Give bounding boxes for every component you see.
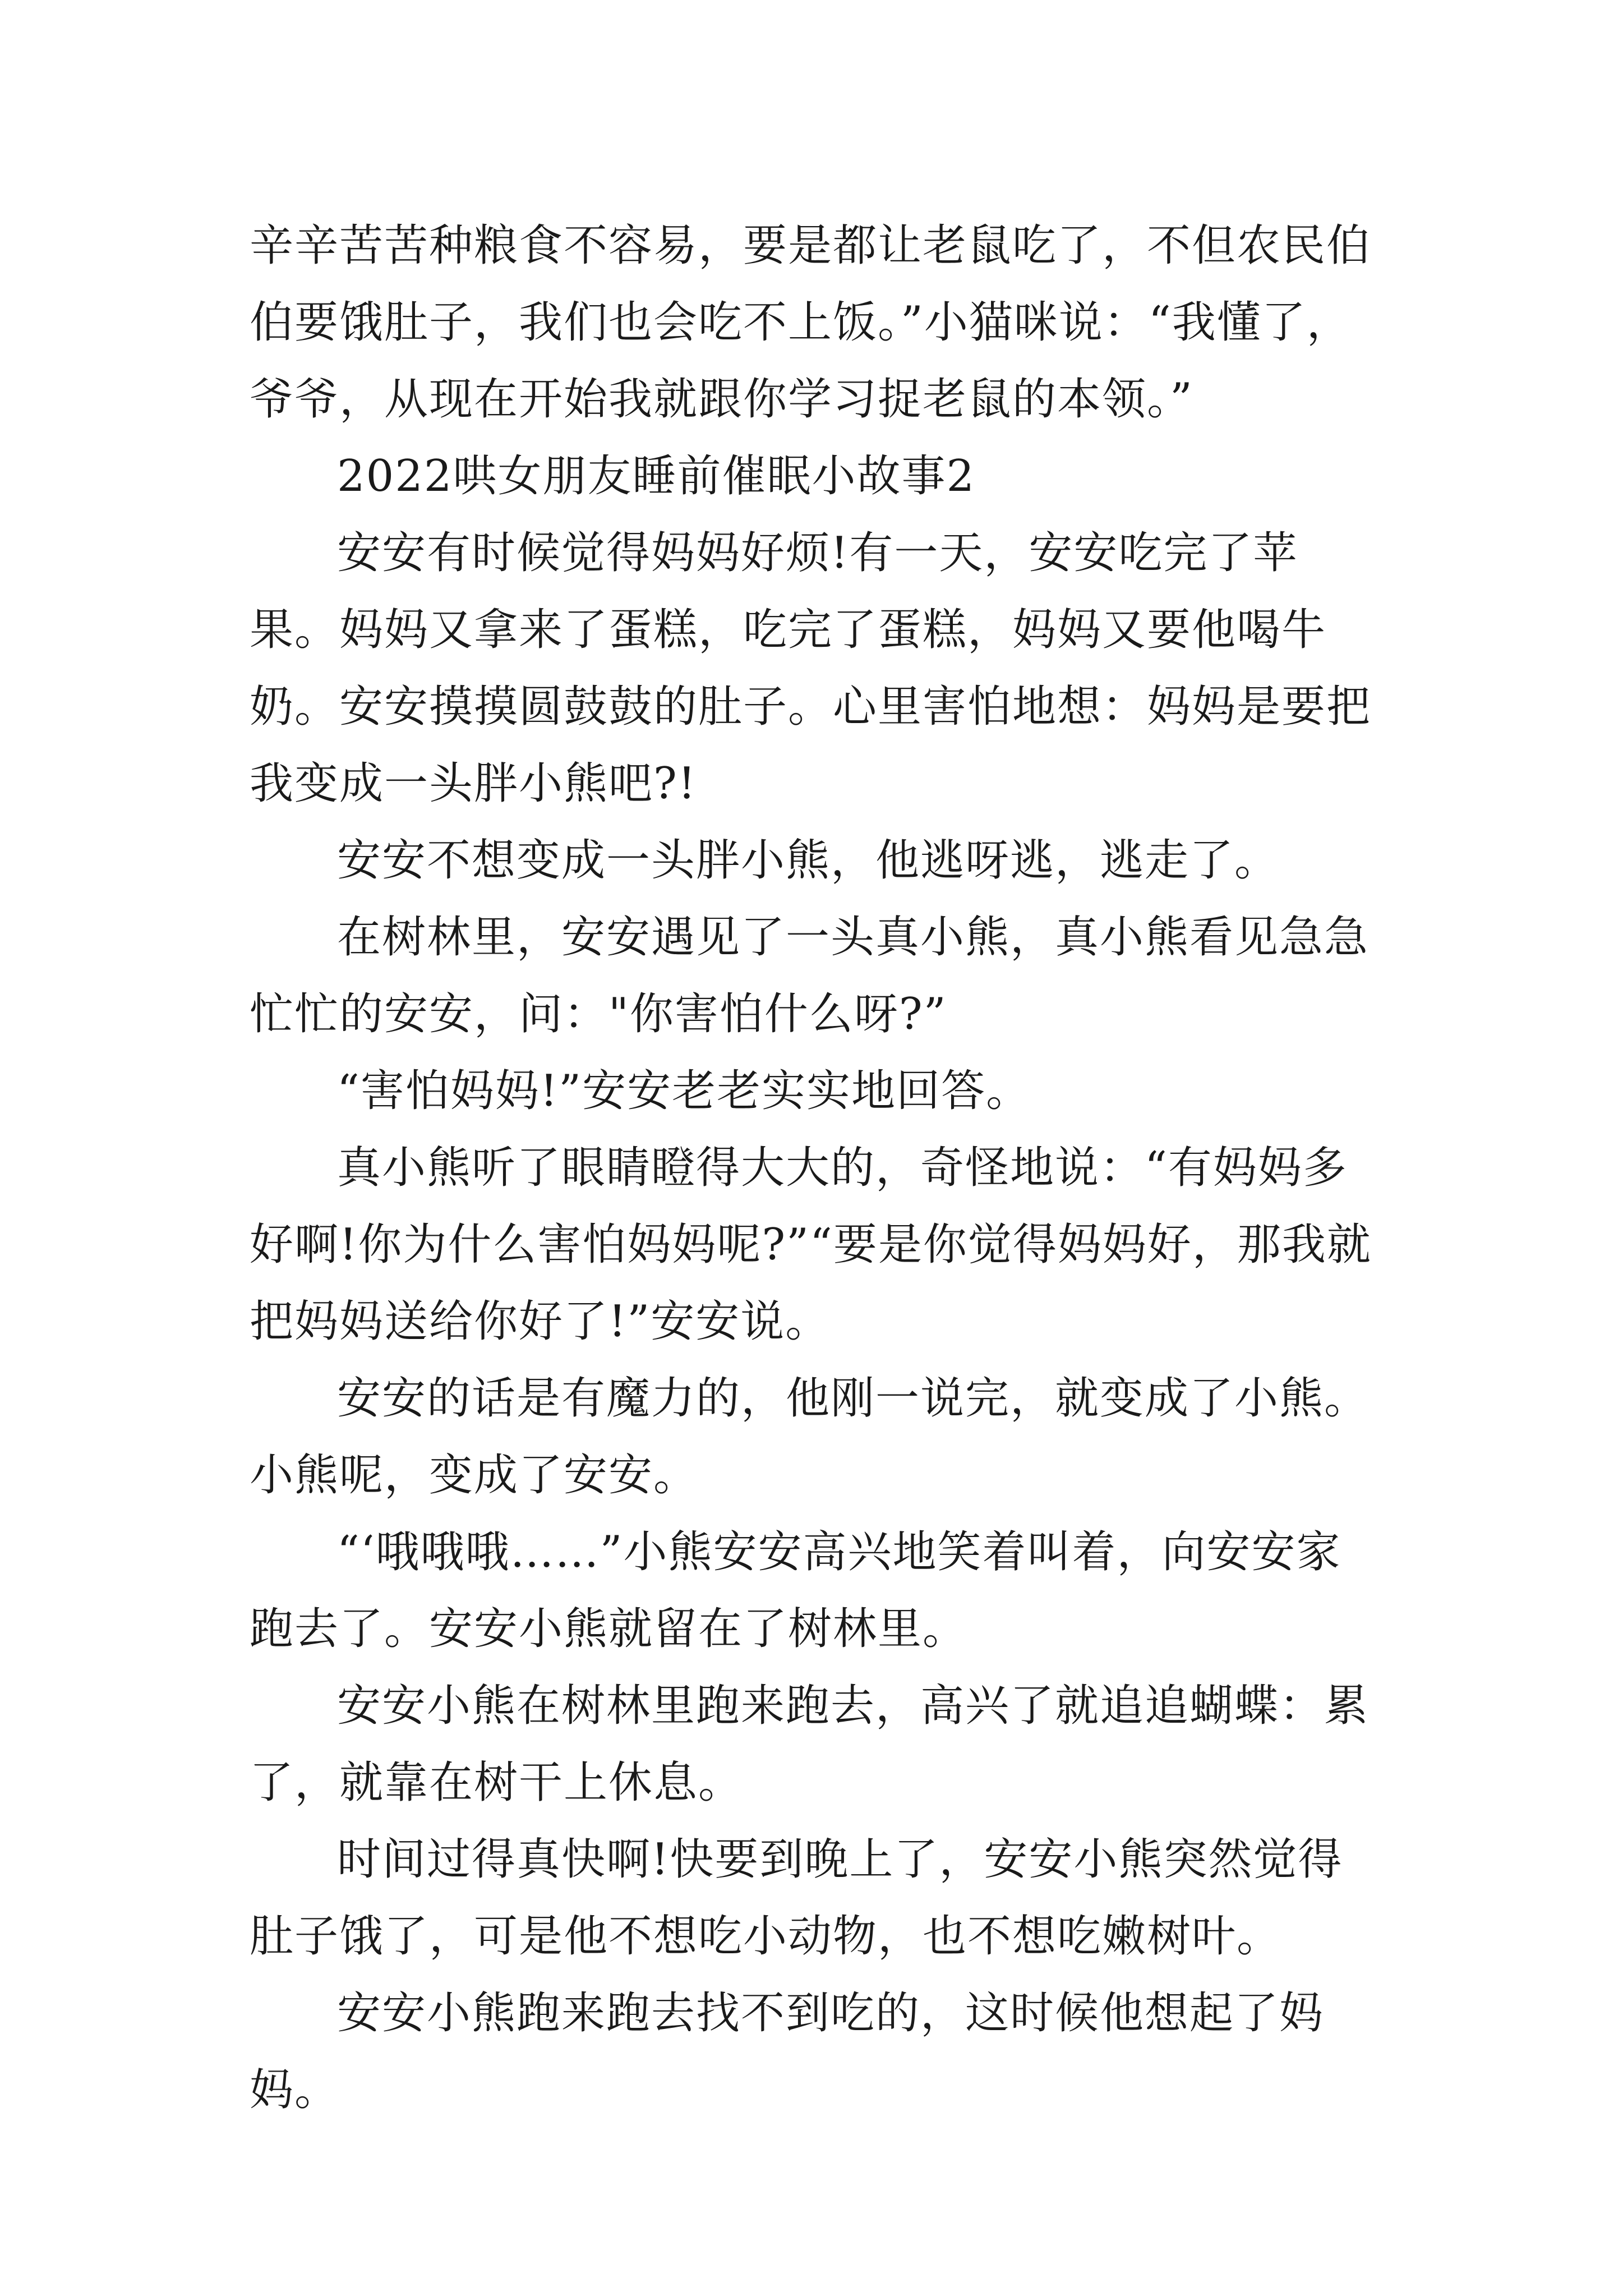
paragraph: 安安有时候觉得妈妈好烦!有一天，安安吃完了苹果。妈妈又拿来了蛋糕，吃完了蛋糕，妈妈又要他喝牛奶。安安摸摸圆鼓鼓的肚子。心里害怕地想：妈妈是要把我变成一头胖小熊吧?!: [250, 528, 1372, 809]
paragraph-continued: 辛辛苦苦种粮食不容易，要是都让老鼠吃了，不但农民伯伯要饿肚子，我们也会吃不上饭。”小猫咪说：“我懂了，爷爷，从现在开始我就跟你学习捉老鼠的本领。”: [250, 220, 1372, 425]
paragraph: 在树林里，安安遇见了一头真小熊，真小熊看见急急忙忙的安安，问："你害怕什么呀?”: [250, 912, 1370, 1039]
paragraph: 安安不想变成一头胖小熊，他逃呀逃，逃走了。: [337, 835, 1280, 886]
paragraph: “‘哦哦哦……”小熊安安高兴地笑着叫着，向安安家跑去了。安安小熊就留在了树林里。: [250, 1527, 1341, 1654]
paragraph: 安安小熊跑来跑去找不到吃的，这时候他想起了妈妈。: [250, 1988, 1325, 2115]
story-text: [250, 208, 1377, 2129]
paragraph: 时间过得真快啊!快要到晚上了，安安小熊突然觉得肚子饿了，可是他不想吃小动物，也不想吃嫩树叶。: [250, 1834, 1343, 1962]
story-heading: 2022哄女朋友睡前催眠小故事2: [337, 451, 976, 501]
paragraph: 安安小熊在树林里跑来跑去，高兴了就追追蝴蝶：累了，就靠在树干上休息。: [250, 1681, 1370, 1808]
paragraph: 安安的话是有魔力的，他刚一说完，就变成了小熊。小熊呢，变成了安安。: [250, 1373, 1370, 1501]
paragraph: 真小熊听了眼睛瞪得大大的，奇怪地说：“有妈妈多好啊!你为什么害怕妈妈呢?”“要是你觉得妈妈好，那我就把妈妈送给你好了!”安安说。: [250, 1143, 1372, 1347]
paragraph: “害怕妈妈!”安安老老实实地回答。: [337, 1066, 1031, 1116]
